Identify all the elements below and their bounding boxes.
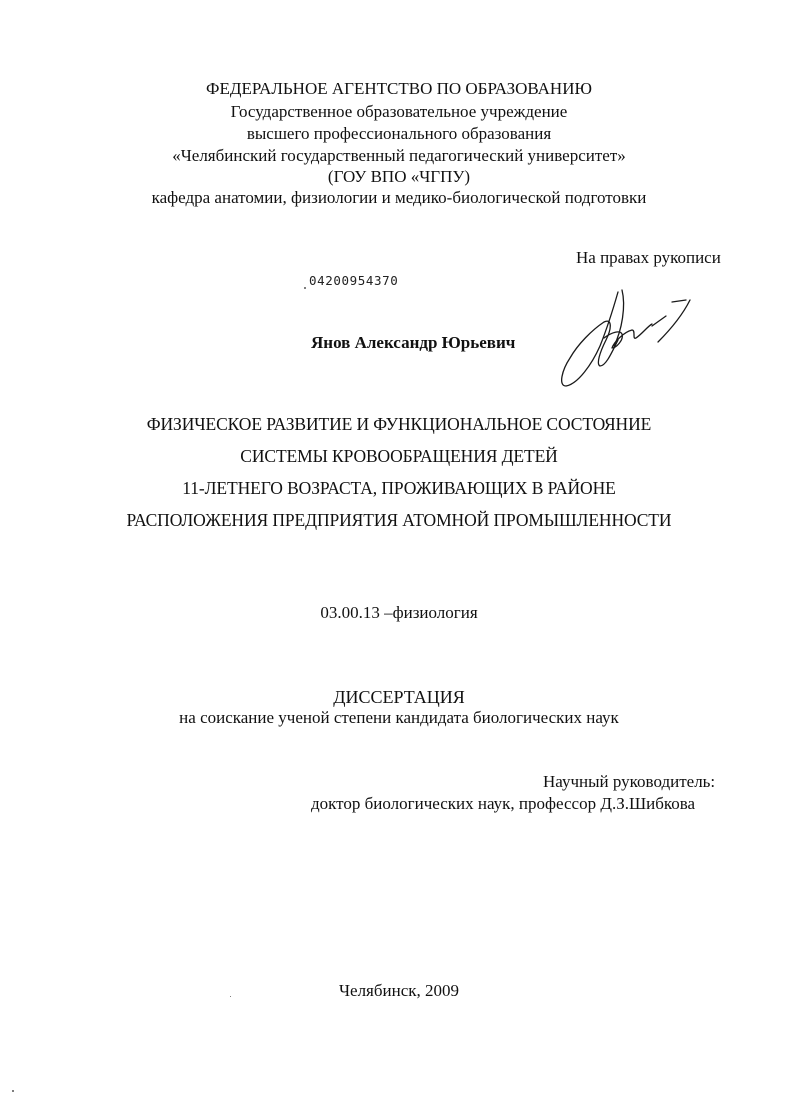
supervisor-label: Научный руководитель: <box>543 772 716 791</box>
institution-type: Государственное образовательное учреждение <box>230 102 568 121</box>
supervisor-name: доктор биологических наук, профессор Д.З.Шибкова <box>311 794 696 813</box>
title-line-3: 11-ЛЕТНЕГО ВОЗРАСТА, ПРОЖИВАЮЩИХ В РАЙОНЕ <box>182 478 616 498</box>
author-name: Янов Александр Юрьевич <box>311 333 516 352</box>
city-year: Челябинск, 2009 <box>338 981 460 1000</box>
title-line-4: РАСПОЛОЖЕНИЯ ПРЕДПРИЯТИЯ АТОМНОЙ ПРОМЫШЛЕННОСТИ <box>126 510 672 530</box>
department-name: кафедра анатомии, физиологии и медико-биологической подготовки <box>151 188 647 207</box>
document-type: ДИССЕРТАЦИЯ <box>333 687 465 707</box>
university-abbreviation: (ГОУ ВПО «ЧГПУ) <box>327 167 471 186</box>
education-level: высшего профессионального образования <box>246 124 552 143</box>
specialty-code: 03.00.13 –физиология <box>320 603 478 622</box>
scan-speck <box>230 996 231 997</box>
agency-name: ФЕДЕРАЛЬНОЕ АГЕНТСТВО ПО ОБРАЗОВАНИЮ <box>206 79 592 98</box>
degree-sought: на соискание ученой степени кандидата биологических наук <box>179 708 619 727</box>
university-name: «Челябинский государственный педагогический университет» <box>172 146 626 165</box>
scan-speck <box>12 1090 14 1092</box>
stamp-dot <box>304 287 306 289</box>
manuscript-note: На правах рукописи <box>576 248 721 267</box>
title-line-1: ФИЗИЧЕСКОЕ РАЗВИТИЕ И ФУНКЦИОНАЛЬНОЕ СОСТОЯНИЕ <box>146 414 652 434</box>
stamp-number: 04200954370 <box>309 273 399 288</box>
signature-icon <box>556 286 696 390</box>
title-line-2: СИСТЕМЫ КРОВООБРАЩЕНИЯ ДЕТЕЙ <box>240 446 558 466</box>
